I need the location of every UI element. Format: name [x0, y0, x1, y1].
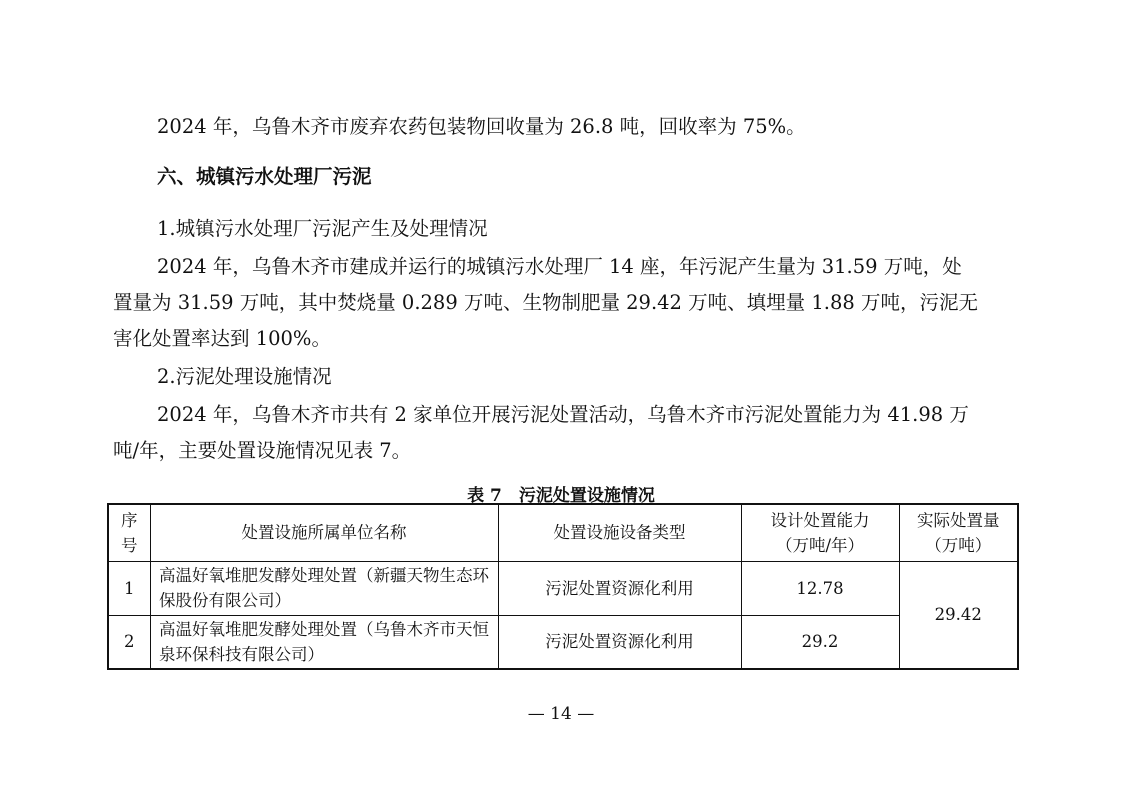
- table-row: [108, 561, 1018, 615]
- paragraph-sludge-generation-line-2: 置量为 31.59 万吨，其中焚烧量 0.289 万吨、生物制肥量 29.42 万吨、填埋量 1.88 万吨，污泥无: [113, 291, 978, 314]
- header-index: 序 号: [108, 504, 150, 561]
- table-header-row: [108, 504, 1018, 561]
- table-row: [108, 615, 1018, 669]
- header-design-capacity: 设计处置能力 （万吨/年）: [741, 504, 899, 561]
- row-unit-name: 高温好氧堆肥发酵处理处置（新疆天物生态环保股份有限公司）: [150, 561, 498, 615]
- header-facility-type: 处置设施设备类型: [498, 504, 741, 561]
- table-caption: 表 7 污泥处置设施情况: [467, 486, 655, 506]
- section-heading-sludge: 六、城镇污水处理厂污泥: [157, 165, 372, 188]
- row-design-capacity: 12.78: [741, 561, 899, 615]
- subheading-sludge-generation: 1.城镇污水处理厂污泥产生及处理情况: [157, 217, 488, 240]
- row-index: 1: [108, 561, 150, 615]
- actual-disposal-total: 29.42: [899, 561, 1018, 669]
- paragraph-sludge-facilities-line-1: 2024 年，乌鲁木齐市共有 2 家单位开展污泥处置活动，乌鲁木齐市污泥处置能力为 41.98 万: [157, 403, 969, 426]
- page-number: — 14 —: [527, 704, 595, 724]
- subheading-sludge-facilities: 2.污泥处理设施情况: [157, 365, 332, 388]
- paragraph-sludge-facilities-line-2: 吨/年，主要处置设施情况见表 7。: [113, 439, 412, 462]
- row-index: 2: [108, 615, 150, 669]
- paragraph-sludge-generation-line-3: 害化处置率达到 100%。: [113, 327, 331, 350]
- header-unit-name: 处置设施所属单位名称: [150, 504, 498, 561]
- row-design-capacity: 29.2: [741, 615, 899, 669]
- row-facility-type: 污泥处置资源化利用: [498, 561, 741, 615]
- row-unit-name: 高温好氧堆肥发酵处理处置（乌鲁木齐市天恒泉环保科技有限公司）: [150, 615, 498, 669]
- header-actual-disposal: 实际处置量 （万吨）: [899, 504, 1018, 561]
- paragraph-sludge-generation-line-1: 2024 年，乌鲁木齐市建成并运行的城镇污水处理厂 14 座，年污泥产生量为 31.59 万吨，处: [157, 255, 962, 278]
- row-facility-type: 污泥处置资源化利用: [498, 615, 741, 669]
- sludge-facilities-table: [107, 503, 1019, 670]
- paragraph-packaging-recovery: 2024 年，乌鲁木齐市废弃农药包装物回收量为 26.8 吨，回收率为 75%。: [157, 115, 806, 138]
